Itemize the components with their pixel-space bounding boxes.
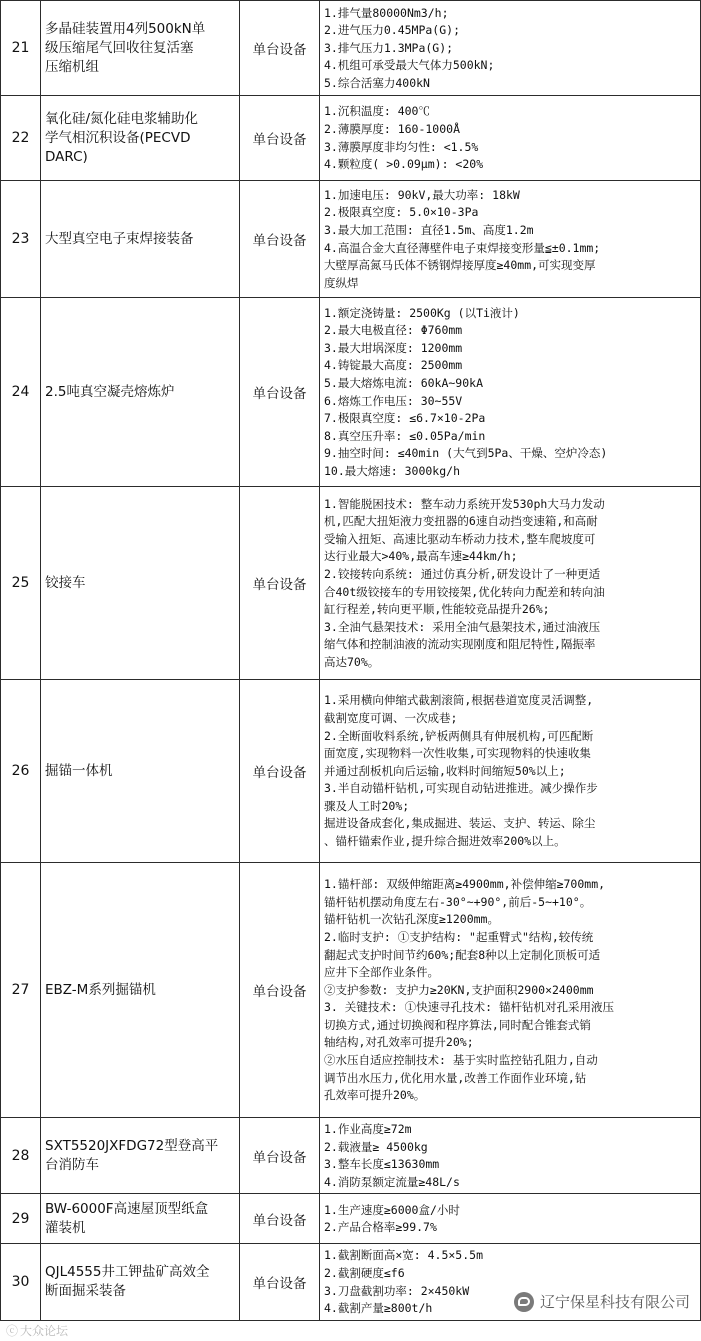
spec-line: 2.极限真空度: 5.0×10-3Pa xyxy=(324,205,479,220)
watermark-right xyxy=(511,1290,693,1313)
spec-line: 3.半自动锚杆钻机,可实现自动钻进推进。减少操作步 xyxy=(324,781,598,796)
spec-line: 锚杆钻机一次钻孔深度≥1200mm。 xyxy=(324,912,499,927)
spec-line: ②水压自适应控制技术: 基于实时监控钻孔阻力,自动 xyxy=(324,1053,598,1068)
equipment-specs xyxy=(320,181,701,298)
spec-line: 2.临时支护: ①支护结构: "起重臂式"结构,较传统 xyxy=(324,929,594,944)
spec-line: 4.铸锭最大高度: 2500mm xyxy=(324,358,463,373)
spec-line: ②支护参数: 支护力≥20KN,支护面积2900×2400mm xyxy=(324,982,594,997)
table-row xyxy=(1,487,701,680)
equipment-specs xyxy=(320,487,701,680)
equipment-type: 单台设备 xyxy=(240,96,320,181)
equipment-name-line: QJL4555井工钾盐矿高效全 xyxy=(45,1264,210,1281)
spec-line: 2.铰接转向系统: 通过仿真分析,研发设计了一种更适 xyxy=(324,566,601,581)
equipment-type: 单台设备 xyxy=(240,1244,320,1320)
row-number: 30 xyxy=(1,1244,41,1320)
spec-line: 1.排气量80000Nm3/h; xyxy=(324,5,449,20)
spec-line: 4.消防泵额定流量≥48L/s xyxy=(324,1174,460,1189)
equipment-specs xyxy=(320,680,701,863)
spec-line: 合40t级铰接车的专用铰接架,优化转向力配差和转向油 xyxy=(324,584,605,599)
spec-line: 7.极限真空度: ≤6.7×10-2Pa xyxy=(324,411,486,426)
equipment-type: 单台设备 xyxy=(240,1194,320,1244)
c-logo-icon: ⓒ xyxy=(6,1324,19,1338)
equipment-name-line: 压缩机组 xyxy=(45,58,99,75)
equipment-type: 单台设备 xyxy=(240,298,320,487)
equipment-name-line: 级压缩尾气回收往复活塞 xyxy=(45,39,194,56)
table-row xyxy=(1,863,701,1118)
spec-line: 缸行程差,转向更平顺,性能较竞品提升26%; xyxy=(324,602,550,617)
spec-line: 3.整车长度≤13630mm xyxy=(324,1157,440,1172)
table-row xyxy=(1,1194,701,1244)
table-row xyxy=(1,1118,701,1194)
spec-line: 1.智能脱困技术: 整车动力系统开发530ph大马力发动 xyxy=(324,496,605,511)
row-number: 21 xyxy=(1,1,41,96)
spec-line: 截割宽度可调、一次成巷; xyxy=(324,710,458,725)
spec-line: 3.刀盘截割功率: 2×450kW xyxy=(324,1283,470,1298)
equipment-name xyxy=(41,1118,240,1194)
spec-line: 3.最大坩埚深度: 1200mm xyxy=(324,340,463,355)
spec-line: 面宽度,实现物料一次性收集,可实现物料的快速收集 xyxy=(324,746,591,761)
equipment-specs xyxy=(320,863,701,1118)
spec-line: 3.全油气悬架技术: 采用全油气悬架技术,通过油液压 xyxy=(324,619,601,634)
spec-line: 应井下全部作业条件。 xyxy=(324,965,439,980)
spec-line: 翻起式支护时间节约60%;配套8种以上定制化顶板可适 xyxy=(324,947,601,962)
spec-line: 5.综合活塞力400kN xyxy=(324,75,430,90)
watermark-left-text: 大众论坛 xyxy=(20,1324,69,1338)
spec-line: 切换方式,通过切换阀和程序算法,同时配合锥套式销 xyxy=(324,1017,591,1032)
spec-line: 骤及人工时20%; xyxy=(324,798,410,813)
spec-line: 2.全断面收料系统,铲板两侧具有伸展机构,可匹配断 xyxy=(324,728,594,743)
spec-line: 锚杆钻机摆动角度左右-30°~+90°,前后-5~+10°。 xyxy=(324,894,592,909)
equipment-name-line: 铰接车 xyxy=(45,574,86,591)
spec-line: 4.机组可承受最大气体力500kN; xyxy=(324,58,495,73)
row-number: 22 xyxy=(1,96,41,181)
spec-line: 1.作业高度≥72m xyxy=(324,1122,412,1136)
spec-line: 4.高温合金大直径薄壁件电子束焊接变形量≦±0.1mm; xyxy=(324,240,601,255)
equipment-type: 单台设备 xyxy=(240,1118,320,1194)
spec-line: 1.生产速度≥6000盒/小时 xyxy=(324,1202,460,1217)
row-number: 28 xyxy=(1,1118,41,1194)
equipment-type: 单台设备 xyxy=(240,1,320,96)
row-number: 25 xyxy=(1,487,41,680)
spec-line: 2.截割硬度≤f6 xyxy=(324,1265,405,1280)
spec-line: 、锚杆锚索作业,提升综合掘进效率200%以上。 xyxy=(324,834,566,849)
equipment-name xyxy=(41,1194,240,1244)
equipment-name-line: 大型真空电子束焊接装备 xyxy=(45,230,194,247)
spec-line: 8.真空压升率: ≤0.05Pa/min xyxy=(324,428,486,443)
equipment-type: 单台设备 xyxy=(240,863,320,1118)
equipment-name-line: 断面掘采装备 xyxy=(45,1283,126,1300)
spec-line: 3. 关键技术: ①快速寻孔技术: 锚杆钻机对孔采用液压 xyxy=(324,1000,614,1015)
spec-line: 掘进设备成套化,集成掘进、装运、支护、转运、除尘 xyxy=(324,816,596,831)
table-row xyxy=(1,680,701,863)
spec-line: 2.薄膜厚度: 160-1000Å xyxy=(324,121,461,136)
spec-line: 1.额定浇铸量: 2500Kg (以Ti液计) xyxy=(324,305,520,320)
spec-line: 3.最大加工范围: 直径1.5m、高度1.2m xyxy=(324,222,534,237)
table-row xyxy=(1,1,701,96)
spec-line: 机,匹配大扭矩液力变扭器的6速自动挡变速箱,和高耐 xyxy=(324,514,598,529)
spec-line: 1.锚杆部: 双级伸缩距离≥4900mm,补偿伸缩≥700mm, xyxy=(324,877,606,892)
wechat-icon xyxy=(514,1292,534,1312)
equipment-name xyxy=(41,1244,240,1320)
table-row xyxy=(1,298,701,487)
spec-line: 1.截割断面高×宽: 4.5×5.5m xyxy=(324,1248,484,1263)
spec-line: 1.加速电压: 90kV,最大功率: 18kW xyxy=(324,187,520,202)
spec-line: 2.最大电极直径: Φ760mm xyxy=(324,323,463,338)
watermark-company-name: 辽宁保星科技有限公司 xyxy=(539,1293,690,1311)
equipment-specs xyxy=(320,1,701,96)
equipment-name-line: 多晶硅装置用4列500kN单 xyxy=(45,20,206,37)
spec-line: 1.采用横向伸缩式截割滚筒,根据巷道宽度灵活调整, xyxy=(324,693,594,708)
equipment-specs xyxy=(320,96,701,181)
spec-line: 缩气体和控制油液的流动实现刚度和阻尼特性,隔振率 xyxy=(324,637,596,652)
spec-line: 达行业最大>40%,最高车速≥44km/h; xyxy=(324,549,518,564)
equipment-name xyxy=(41,1,240,96)
spec-line: 2.载液量≥ 4500kg xyxy=(324,1139,428,1154)
spec-line: 2.进气压力0.45MPa(G); xyxy=(324,23,461,38)
equipment-name-line: EBZ-M系列掘锚机 xyxy=(45,981,156,998)
equipment-name xyxy=(41,487,240,680)
spec-line: 受输入扭矩、高速比驱动车桥动力技术,整车爬坡度可 xyxy=(324,531,596,546)
spec-line: 并通过刮板机向后运输,收料时间缩短50%以上; xyxy=(324,763,566,778)
spec-line: 10.最大熔速: 3000kg/h xyxy=(324,463,461,478)
equipment-specs xyxy=(320,1118,701,1194)
equipment-name xyxy=(41,298,240,487)
equipment-name-line: DARC) xyxy=(45,148,88,165)
equipment-name-line: SXT5520JXFDG72型登高平 xyxy=(45,1137,219,1154)
equipment-name xyxy=(41,96,240,181)
equipment-specs xyxy=(320,1194,701,1244)
equipment-name xyxy=(41,863,240,1118)
spec-line: 孔效率可提升20%。 xyxy=(324,1088,426,1103)
equipment-name-line: BW-6000F高速屋顶型纸盒 xyxy=(45,1200,209,1217)
equipment-name-line: 学气相沉积设备(PECVD xyxy=(45,129,191,146)
equipment-type: 单台设备 xyxy=(240,680,320,863)
table-row xyxy=(1,96,701,181)
row-number: 27 xyxy=(1,863,41,1118)
row-number: 29 xyxy=(1,1194,41,1244)
spec-line: 5.最大熔炼电流: 60kA~90kA xyxy=(324,375,484,390)
spec-line: 2.产品合格率≥99.7% xyxy=(324,1220,437,1235)
equipment-name-line: 掘锚一体机 xyxy=(45,762,113,779)
spec-line: 调节出水压力,优化用水量,改善工作面作业环境,钻 xyxy=(324,1070,587,1085)
spec-line: 1.沉积温度: 400℃ xyxy=(324,104,430,119)
equipment-type: 单台设备 xyxy=(240,181,320,298)
spec-line: 3.排气压力1.3MPa(G); xyxy=(324,40,454,55)
equipment-type: 单台设备 xyxy=(240,487,320,680)
equipment-name-line: 灌装机 xyxy=(45,1219,86,1236)
equipment-name-line: 2.5吨真空凝壳熔炼炉 xyxy=(45,383,175,400)
equipment-name xyxy=(41,181,240,298)
spec-line: 6.熔炼工作电压: 30~55V xyxy=(324,393,463,408)
row-number: 23 xyxy=(1,181,41,298)
spec-line: 高达70%。 xyxy=(324,654,380,669)
spec-line: 4.颗粒度( >0.09μm): <20% xyxy=(324,157,484,172)
spec-line: 度纵焊 xyxy=(324,275,359,290)
table-row xyxy=(1,181,701,298)
watermark-left xyxy=(6,1322,68,1339)
equipment-name-line: 氧化硅/氮化硅电浆辅助化 xyxy=(45,110,199,127)
row-number: 26 xyxy=(1,680,41,863)
equipment-name-line: 台消防车 xyxy=(45,1156,99,1173)
spec-line: 9.抽空时间: ≤40min (大气到5Pa、干燥、空炉冷态) xyxy=(324,446,608,461)
spec-line: 大壁厚高氮马氏体不锈钢焊接厚度≥40mm,可实现变厚 xyxy=(324,258,596,273)
equipment-name xyxy=(41,680,240,863)
equipment-specs xyxy=(320,298,701,487)
row-number: 24 xyxy=(1,298,41,487)
spec-line: 4.截割产量≥800t/h xyxy=(324,1301,433,1316)
spec-line: 3.薄膜厚度非均匀性: <1.5% xyxy=(324,139,479,154)
spec-line: 轴结构,对孔效率可提升20%; xyxy=(324,1035,474,1050)
